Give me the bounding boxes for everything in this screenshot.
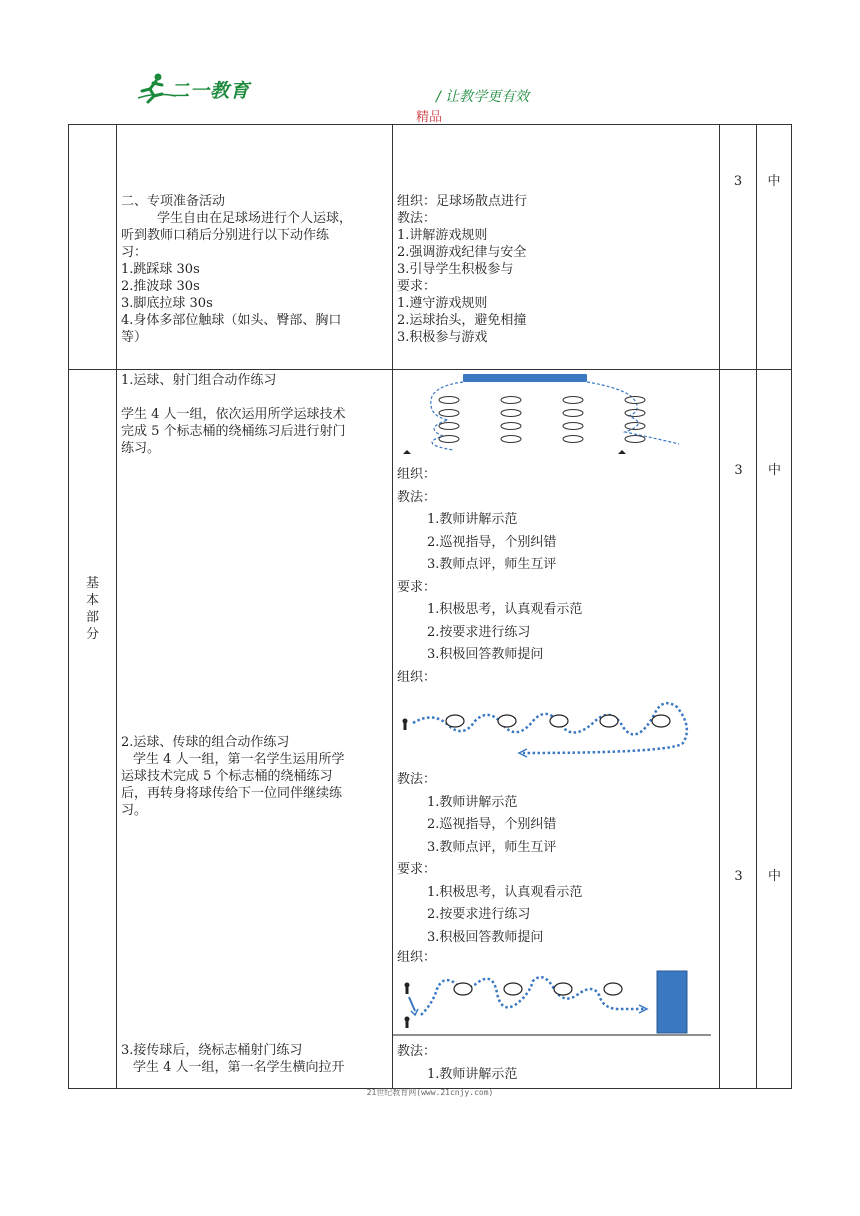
count-cell <box>720 125 757 370</box>
method-line: 组织：足球场散点进行 <box>397 194 528 209</box>
teach-label: 教法： <box>397 772 437 787</box>
exercise-2-line: 后，再转身将球传给下一位同伴继续练 <box>121 786 343 801</box>
pass-shoot-diagram <box>393 969 720 1039</box>
method-line: 3.积极参与游戏 <box>397 330 488 345</box>
intensity-value: 中 <box>767 463 781 478</box>
exercise-3-title: 3.接传球后，绕标志桶射门练习 <box>121 1043 303 1058</box>
method-line: 1.讲解游戏规则 <box>397 228 488 243</box>
teach-label: 教法： <box>397 489 437 505</box>
section-label-cell <box>69 125 117 370</box>
section-label-char: 基 <box>85 576 99 591</box>
count-value: 3 <box>734 463 743 478</box>
count-value: 3 <box>733 174 743 189</box>
table-row <box>69 125 792 370</box>
org-label: 组织： <box>397 467 437 482</box>
table-row <box>69 370 792 1089</box>
teach-item: 2.巡视指导，个别纠错 <box>427 817 557 832</box>
intensity-value: 中 <box>767 174 781 189</box>
activity-line: 习： <box>121 245 148 260</box>
count-value: 3 <box>734 869 743 884</box>
exercise-1-line: 完成 5 个标志桶的绕桶练习后进行射门 <box>121 424 346 439</box>
exercise-2-line: 学生 4 人一组，第一名学生运用所学 <box>133 752 345 767</box>
teach-item: 2.巡视指导，个别纠错 <box>427 534 557 550</box>
teach-item: 1.教师讲解示范 <box>427 794 518 810</box>
teach-item: 1.教师讲解示范 <box>427 1066 518 1082</box>
intensity-cell <box>757 125 792 370</box>
activity-line: 听到教师口稍后分别进行以下动作练 <box>121 228 330 243</box>
activity-line: 2.推波球 30s <box>121 279 200 294</box>
activity-line: 等） <box>121 330 148 345</box>
activity-line: 3.脚底拉球 30s <box>121 296 213 311</box>
method-cell <box>393 370 720 1089</box>
org-label: 组织： <box>397 950 437 965</box>
teach-label: 教法： <box>397 1044 437 1059</box>
activity-line: 4.身体多部位触球（如头、臀部、胸口 <box>121 313 342 328</box>
section-label-cell <box>69 370 117 1089</box>
footer-text: 21世纪教育网(www.21cnjy.com) <box>366 1088 494 1097</box>
slogan: / 让教学更有效 <box>436 89 530 105</box>
method-line: 2.运球抬头，避免相撞 <box>397 313 527 328</box>
req-item: 1.积极思考，认真观看示范 <box>427 884 583 900</box>
activity-title: 二、专项准备活动 <box>121 194 226 209</box>
req-item: 3.积极回答教师提问 <box>427 929 544 945</box>
count-cell <box>720 370 757 1089</box>
intensity-cell <box>757 370 792 1089</box>
exercise-1-line: 练习。 <box>121 441 161 456</box>
activity-line: 学生自由在足球场进行个人运球， <box>157 211 353 226</box>
method-line: 2.强调游戏纪律与安全 <box>397 245 527 260</box>
exercise-2-line: 运球技术完成 5 个标志桶的绕桶练习 <box>121 769 333 784</box>
method-line: 教法： <box>397 211 437 226</box>
activity-cell <box>117 370 393 1089</box>
intensity-value: 中 <box>767 869 781 884</box>
logo-text: 二一教育 <box>170 80 251 102</box>
method-cell <box>393 125 720 370</box>
dribble-shoot-diagram <box>393 370 720 464</box>
quality-badge: 精品 <box>416 110 443 125</box>
method-line: 1.遵守游戏规则 <box>397 296 488 311</box>
req-item: 3.积极回答教师提问 <box>427 647 544 662</box>
req-label: 要求： <box>397 862 437 877</box>
activity-line: 1.跳踩球 30s <box>121 262 200 277</box>
exercise-3-line: 学生 4 人一组，第一名学生横向拉开 <box>133 1060 345 1075</box>
teach-item: 3.教师点评，师生互评 <box>427 557 557 572</box>
section-label-char: 分 <box>85 627 99 642</box>
method-line: 3.引导学生积极参与 <box>397 262 514 277</box>
section-label-char: 部 <box>85 610 99 625</box>
exercise-2-line: 习。 <box>121 803 148 818</box>
lesson-plan-table <box>68 124 792 1089</box>
req-item: 2.按要求进行练习 <box>427 624 531 640</box>
section-label-char: 本 <box>85 593 99 608</box>
exercise-2-title: 2.运球、传球的组合动作练习 <box>121 735 290 750</box>
exercise-1-title: 1.运球、射门组合动作练习 <box>121 373 277 388</box>
req-item: 1.积极思考，认真观看示范 <box>427 602 583 617</box>
org-label: 组织： <box>397 669 437 685</box>
teach-item: 1.教师讲解示范 <box>427 512 518 527</box>
req-label: 要求： <box>397 579 437 595</box>
activity-cell <box>117 125 393 370</box>
req-item: 2.按要求进行练习 <box>427 907 531 922</box>
method-line: 要求： <box>397 279 437 294</box>
exercise-1-line: 学生 4 人一组，依次运用所学运球技术 <box>121 407 346 422</box>
dribble-pass-diagram <box>393 691 720 761</box>
teach-item: 3.教师点评，师生互评 <box>427 839 557 855</box>
